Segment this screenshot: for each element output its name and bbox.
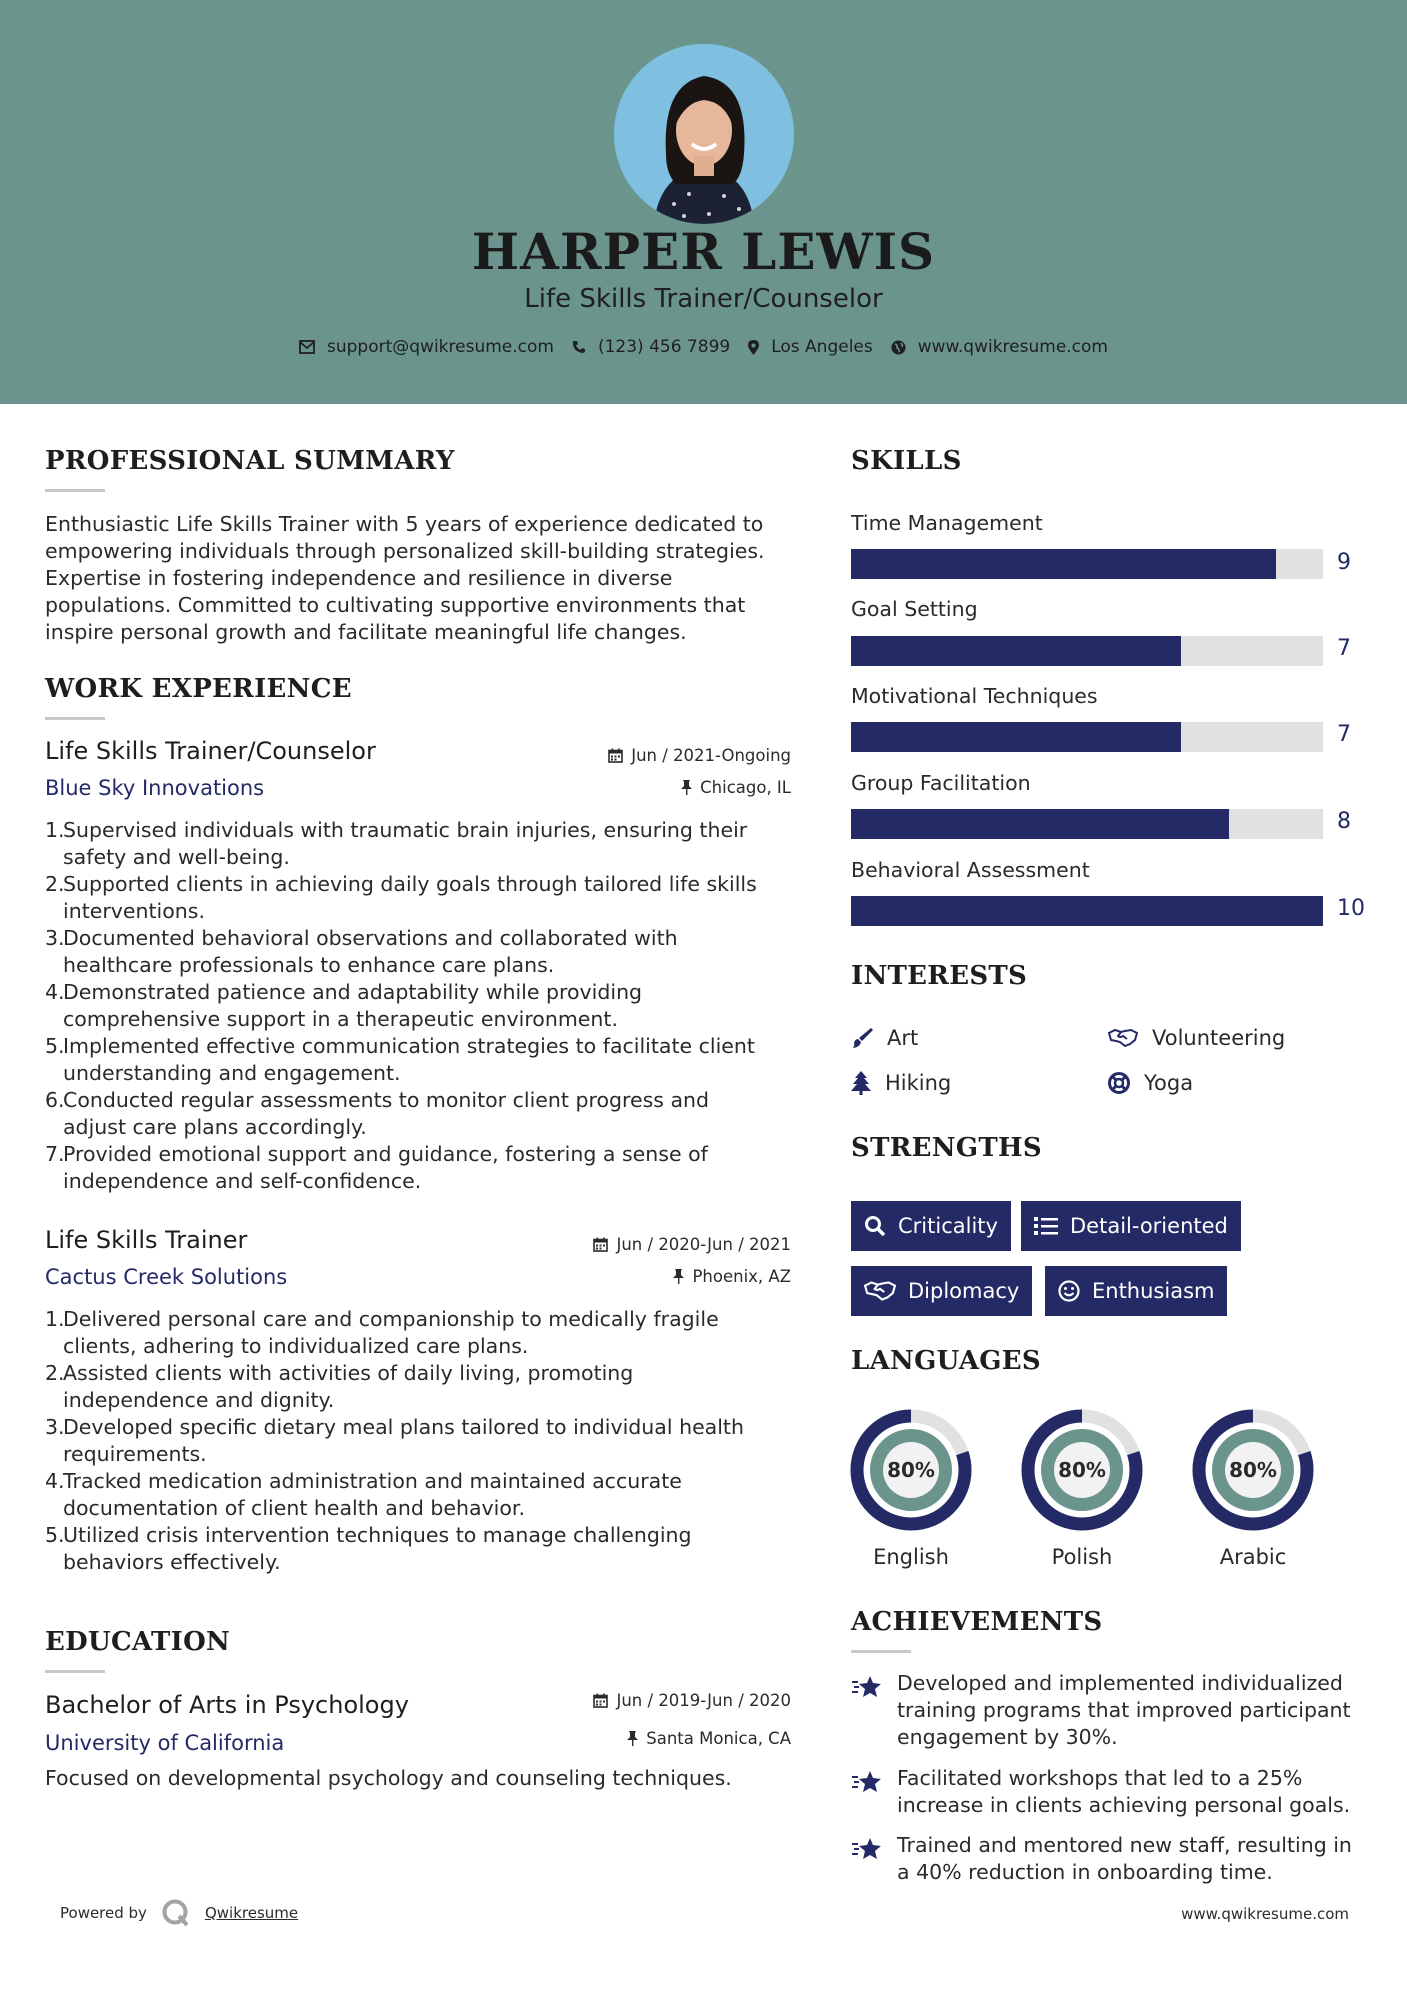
strength-chip bbox=[851, 1201, 1011, 1251]
globe-icon bbox=[891, 340, 906, 355]
skill-bar bbox=[851, 636, 1323, 666]
dates-text: Jun / 2021-Ongoing bbox=[631, 746, 791, 765]
profile-photo bbox=[614, 44, 794, 224]
language-percent: 80% bbox=[887, 1458, 935, 1482]
dates-text: Jun / 2019-Jun / 2020 bbox=[616, 1691, 791, 1710]
tree-icon bbox=[851, 1071, 871, 1095]
contact-email[interactable] bbox=[299, 337, 554, 357]
list-icon bbox=[1034, 1216, 1058, 1236]
languages-heading: LANGUAGES bbox=[851, 1346, 1041, 1376]
skill-value: 10 bbox=[1337, 896, 1365, 921]
achievement-line: increase in clients achieving personal goals. bbox=[897, 1793, 1351, 1817]
list-item: 5. Implemented effective communication strategies to facilitate client understanding and engagement. bbox=[45, 1034, 755, 1085]
achievement-item bbox=[851, 1670, 1351, 1751]
education-divider bbox=[45, 1670, 105, 1673]
job-duties bbox=[45, 1306, 823, 1576]
interest-label: Hiking bbox=[885, 1071, 952, 1095]
skill-bar-fill bbox=[851, 636, 1181, 666]
star-medal-icon bbox=[851, 1674, 883, 1700]
job-location bbox=[500, 778, 791, 797]
search-icon bbox=[864, 1215, 886, 1237]
handshake-icon bbox=[1108, 1028, 1138, 1048]
skill-label: Time Management bbox=[851, 511, 1043, 535]
language-name: English bbox=[873, 1545, 949, 1569]
interest-item bbox=[1108, 1071, 1193, 1095]
skill-value: 8 bbox=[1337, 809, 1351, 834]
star-medal-icon bbox=[851, 1769, 883, 1795]
skill-bar-fill bbox=[851, 549, 1276, 579]
achievement-item bbox=[851, 1832, 1352, 1886]
list-item: 6. Conducted regular assessments to monitor client progress and adjust care plans accordingly. bbox=[45, 1088, 710, 1139]
skill-bar bbox=[851, 896, 1323, 926]
contact-website[interactable] bbox=[891, 337, 1108, 357]
degree-title: Bachelor of Arts in Psychology bbox=[45, 1691, 409, 1719]
list-item: 4. Demonstrated patience and adaptability while providing comprehensive support in a therapeutic environment. bbox=[45, 980, 643, 1031]
list-item: 2. Assisted clients with activities of daily living, promoting independence and dignity. bbox=[45, 1361, 634, 1412]
list-item: 2. Supported clients in achieving daily goals through tailored life skills interventions. bbox=[45, 872, 757, 923]
candidate-role: Life Skills Trainer/Counselor bbox=[524, 284, 883, 314]
job-location bbox=[500, 1267, 791, 1286]
skill-bar bbox=[851, 722, 1323, 752]
powered-by bbox=[60, 1898, 298, 1928]
list-item: 3. Developed specific dietary meal plans tailored to individual health requirements. bbox=[45, 1415, 744, 1466]
summary-text bbox=[45, 511, 805, 646]
achievements-heading: ACHIEVEMENTS bbox=[851, 1607, 1103, 1637]
language-ring bbox=[1192, 1409, 1314, 1531]
strength-label: Criticality bbox=[898, 1214, 998, 1238]
calendar-icon bbox=[608, 748, 623, 763]
smile-icon bbox=[1058, 1280, 1080, 1302]
skill-label: Group Facilitation bbox=[851, 771, 1031, 795]
map-marker-icon bbox=[748, 340, 759, 355]
pushpin-icon bbox=[627, 1731, 638, 1746]
strength-chip bbox=[1021, 1201, 1241, 1251]
website-text: www.qwikresume.com bbox=[917, 337, 1108, 357]
achievement-line: Developed and implemented individualized bbox=[897, 1671, 1343, 1695]
list-item: 7. Provided emotional support and guidance, fostering a sense of independence and self-confidence. bbox=[45, 1142, 708, 1193]
summary-heading: PROFESSIONAL SUMMARY bbox=[45, 446, 455, 476]
location-text: Phoenix, AZ bbox=[692, 1267, 791, 1286]
interest-item bbox=[1108, 1026, 1285, 1050]
interest-label: Volunteering bbox=[1152, 1026, 1286, 1050]
job-dates bbox=[500, 1235, 791, 1254]
experience-heading: WORK EXPERIENCE bbox=[45, 674, 352, 704]
strength-label: Detail-oriented bbox=[1070, 1214, 1228, 1238]
interest-label: Art bbox=[887, 1026, 919, 1050]
email-text: support@qwikresume.com bbox=[327, 337, 554, 357]
interest-item bbox=[851, 1071, 951, 1095]
skill-value: 9 bbox=[1337, 550, 1351, 575]
skill-label: Motivational Techniques bbox=[851, 684, 1098, 708]
language-item bbox=[1021, 1409, 1143, 1569]
interest-label: Yoga bbox=[1144, 1071, 1194, 1095]
location-text: Chicago, IL bbox=[700, 778, 791, 797]
job-title: Life Skills Trainer/Counselor bbox=[45, 737, 376, 765]
contact-location bbox=[748, 337, 873, 357]
achievement-line: engagement by 30%. bbox=[897, 1725, 1118, 1749]
achievements-divider bbox=[851, 1650, 911, 1653]
achievement-line: a 40% reduction in onboarding time. bbox=[897, 1860, 1273, 1884]
language-item bbox=[1192, 1409, 1314, 1569]
summary-line: Expertise in fostering independence and resilience in diverse bbox=[45, 566, 673, 590]
list-item: 1. Delivered personal care and companionship to medically fragile clients, adhering to individualized care plans. bbox=[45, 1307, 719, 1358]
company-name: Cactus Creek Solutions bbox=[45, 1265, 288, 1289]
strength-chip bbox=[851, 1266, 1032, 1316]
language-ring bbox=[850, 1409, 972, 1531]
summary-line: Enthusiastic Life Skills Trainer with 5 years of experience dedicated to bbox=[45, 512, 764, 536]
language-percent: 80% bbox=[1229, 1458, 1277, 1482]
contact-phone[interactable] bbox=[572, 337, 730, 357]
skills-heading: SKILLS bbox=[851, 446, 962, 476]
company-name: Blue Sky Innovations bbox=[45, 776, 265, 800]
skill-bar bbox=[851, 549, 1323, 579]
paintbrush-icon bbox=[851, 1027, 873, 1049]
skill-bar-fill bbox=[851, 722, 1181, 752]
skill-bar-fill bbox=[851, 809, 1229, 839]
envelope-icon bbox=[299, 340, 315, 354]
phone-text: (123) 456 7899 bbox=[597, 337, 731, 357]
star-medal-icon bbox=[851, 1836, 883, 1862]
language-name: Polish bbox=[1051, 1545, 1113, 1569]
pushpin-icon bbox=[681, 780, 692, 795]
list-item: 1. Supervised individuals with traumatic brain injuries, ensuring their safety and well-being. bbox=[45, 818, 748, 869]
phone-icon bbox=[572, 340, 586, 354]
location-text: Santa Monica, CA bbox=[646, 1729, 791, 1748]
strength-chip bbox=[1045, 1266, 1227, 1316]
powered-by-text: Powered by bbox=[60, 1904, 147, 1922]
interest-item bbox=[851, 1026, 918, 1050]
list-item: 4. Tracked medication administration and maintained accurate documentation of client health and behavior. bbox=[45, 1469, 682, 1520]
qwikresume-logo-icon bbox=[161, 1898, 191, 1928]
achievement-line: Facilitated workshops that led to a 25% bbox=[897, 1766, 1303, 1790]
skill-value: 7 bbox=[1337, 722, 1351, 747]
contact-bar bbox=[0, 337, 1407, 357]
skill-bar-fill bbox=[851, 896, 1323, 926]
resume-header bbox=[0, 0, 1407, 404]
job-duties bbox=[45, 817, 823, 1195]
skill-label: Behavioral Assessment bbox=[851, 858, 1090, 882]
strength-label: Diplomacy bbox=[908, 1279, 1020, 1303]
interests-heading: INTERESTS bbox=[851, 961, 1028, 991]
achievement-line: Trained and mentored new staff, resulting in bbox=[897, 1833, 1352, 1857]
summary-line: inspire personal growth and facilitate meaningful life changes. bbox=[45, 620, 687, 644]
summary-line: populations. Committed to cultivating supportive environments that bbox=[45, 593, 746, 617]
summary-divider bbox=[45, 489, 105, 492]
education-description: Focused on developmental psychology and counseling techniques. bbox=[45, 1766, 732, 1790]
education-heading: EDUCATION bbox=[45, 1627, 231, 1657]
handshake-icon bbox=[864, 1280, 896, 1302]
school-name: University of California bbox=[45, 1731, 285, 1755]
language-ring bbox=[1021, 1409, 1143, 1531]
experience-divider bbox=[45, 717, 105, 720]
summary-line: empowering individuals through personalized skill-building strategies. bbox=[45, 539, 765, 563]
language-name: Arabic bbox=[1219, 1545, 1287, 1569]
language-item bbox=[850, 1409, 972, 1569]
calendar-icon bbox=[593, 1237, 608, 1252]
skill-label: Goal Setting bbox=[851, 597, 978, 621]
brand-link[interactable]: Qwikresume bbox=[204, 1904, 299, 1922]
pushpin-icon bbox=[673, 1269, 684, 1284]
achievement-item bbox=[851, 1765, 1350, 1819]
list-item: 5. Utilized crisis intervention techniques to manage challenging behaviors effectively. bbox=[45, 1523, 692, 1574]
strength-label: Enthusiasm bbox=[1092, 1279, 1215, 1303]
education-location bbox=[500, 1729, 791, 1748]
job-dates bbox=[500, 746, 791, 765]
candidate-name: HARPER LEWIS bbox=[471, 222, 936, 281]
list-item: 3. Documented behavioral observations and collaborated with healthcare professionals to enhance care plans. bbox=[45, 926, 678, 977]
lifering-icon bbox=[1108, 1072, 1130, 1094]
location-text: Los Angeles bbox=[771, 337, 873, 357]
language-percent: 80% bbox=[1058, 1458, 1106, 1482]
calendar-icon bbox=[593, 1693, 608, 1708]
achievement-line: training programs that improved participant bbox=[897, 1698, 1351, 1722]
strengths-heading: STRENGTHS bbox=[851, 1133, 1042, 1163]
education-dates bbox=[500, 1691, 791, 1710]
skill-value: 7 bbox=[1337, 636, 1351, 661]
skill-bar bbox=[851, 809, 1323, 839]
job-title: Life Skills Trainer bbox=[45, 1226, 248, 1254]
dates-text: Jun / 2020-Jun / 2021 bbox=[616, 1235, 791, 1254]
footer-website[interactable]: www.qwikresume.com bbox=[1181, 1905, 1349, 1923]
